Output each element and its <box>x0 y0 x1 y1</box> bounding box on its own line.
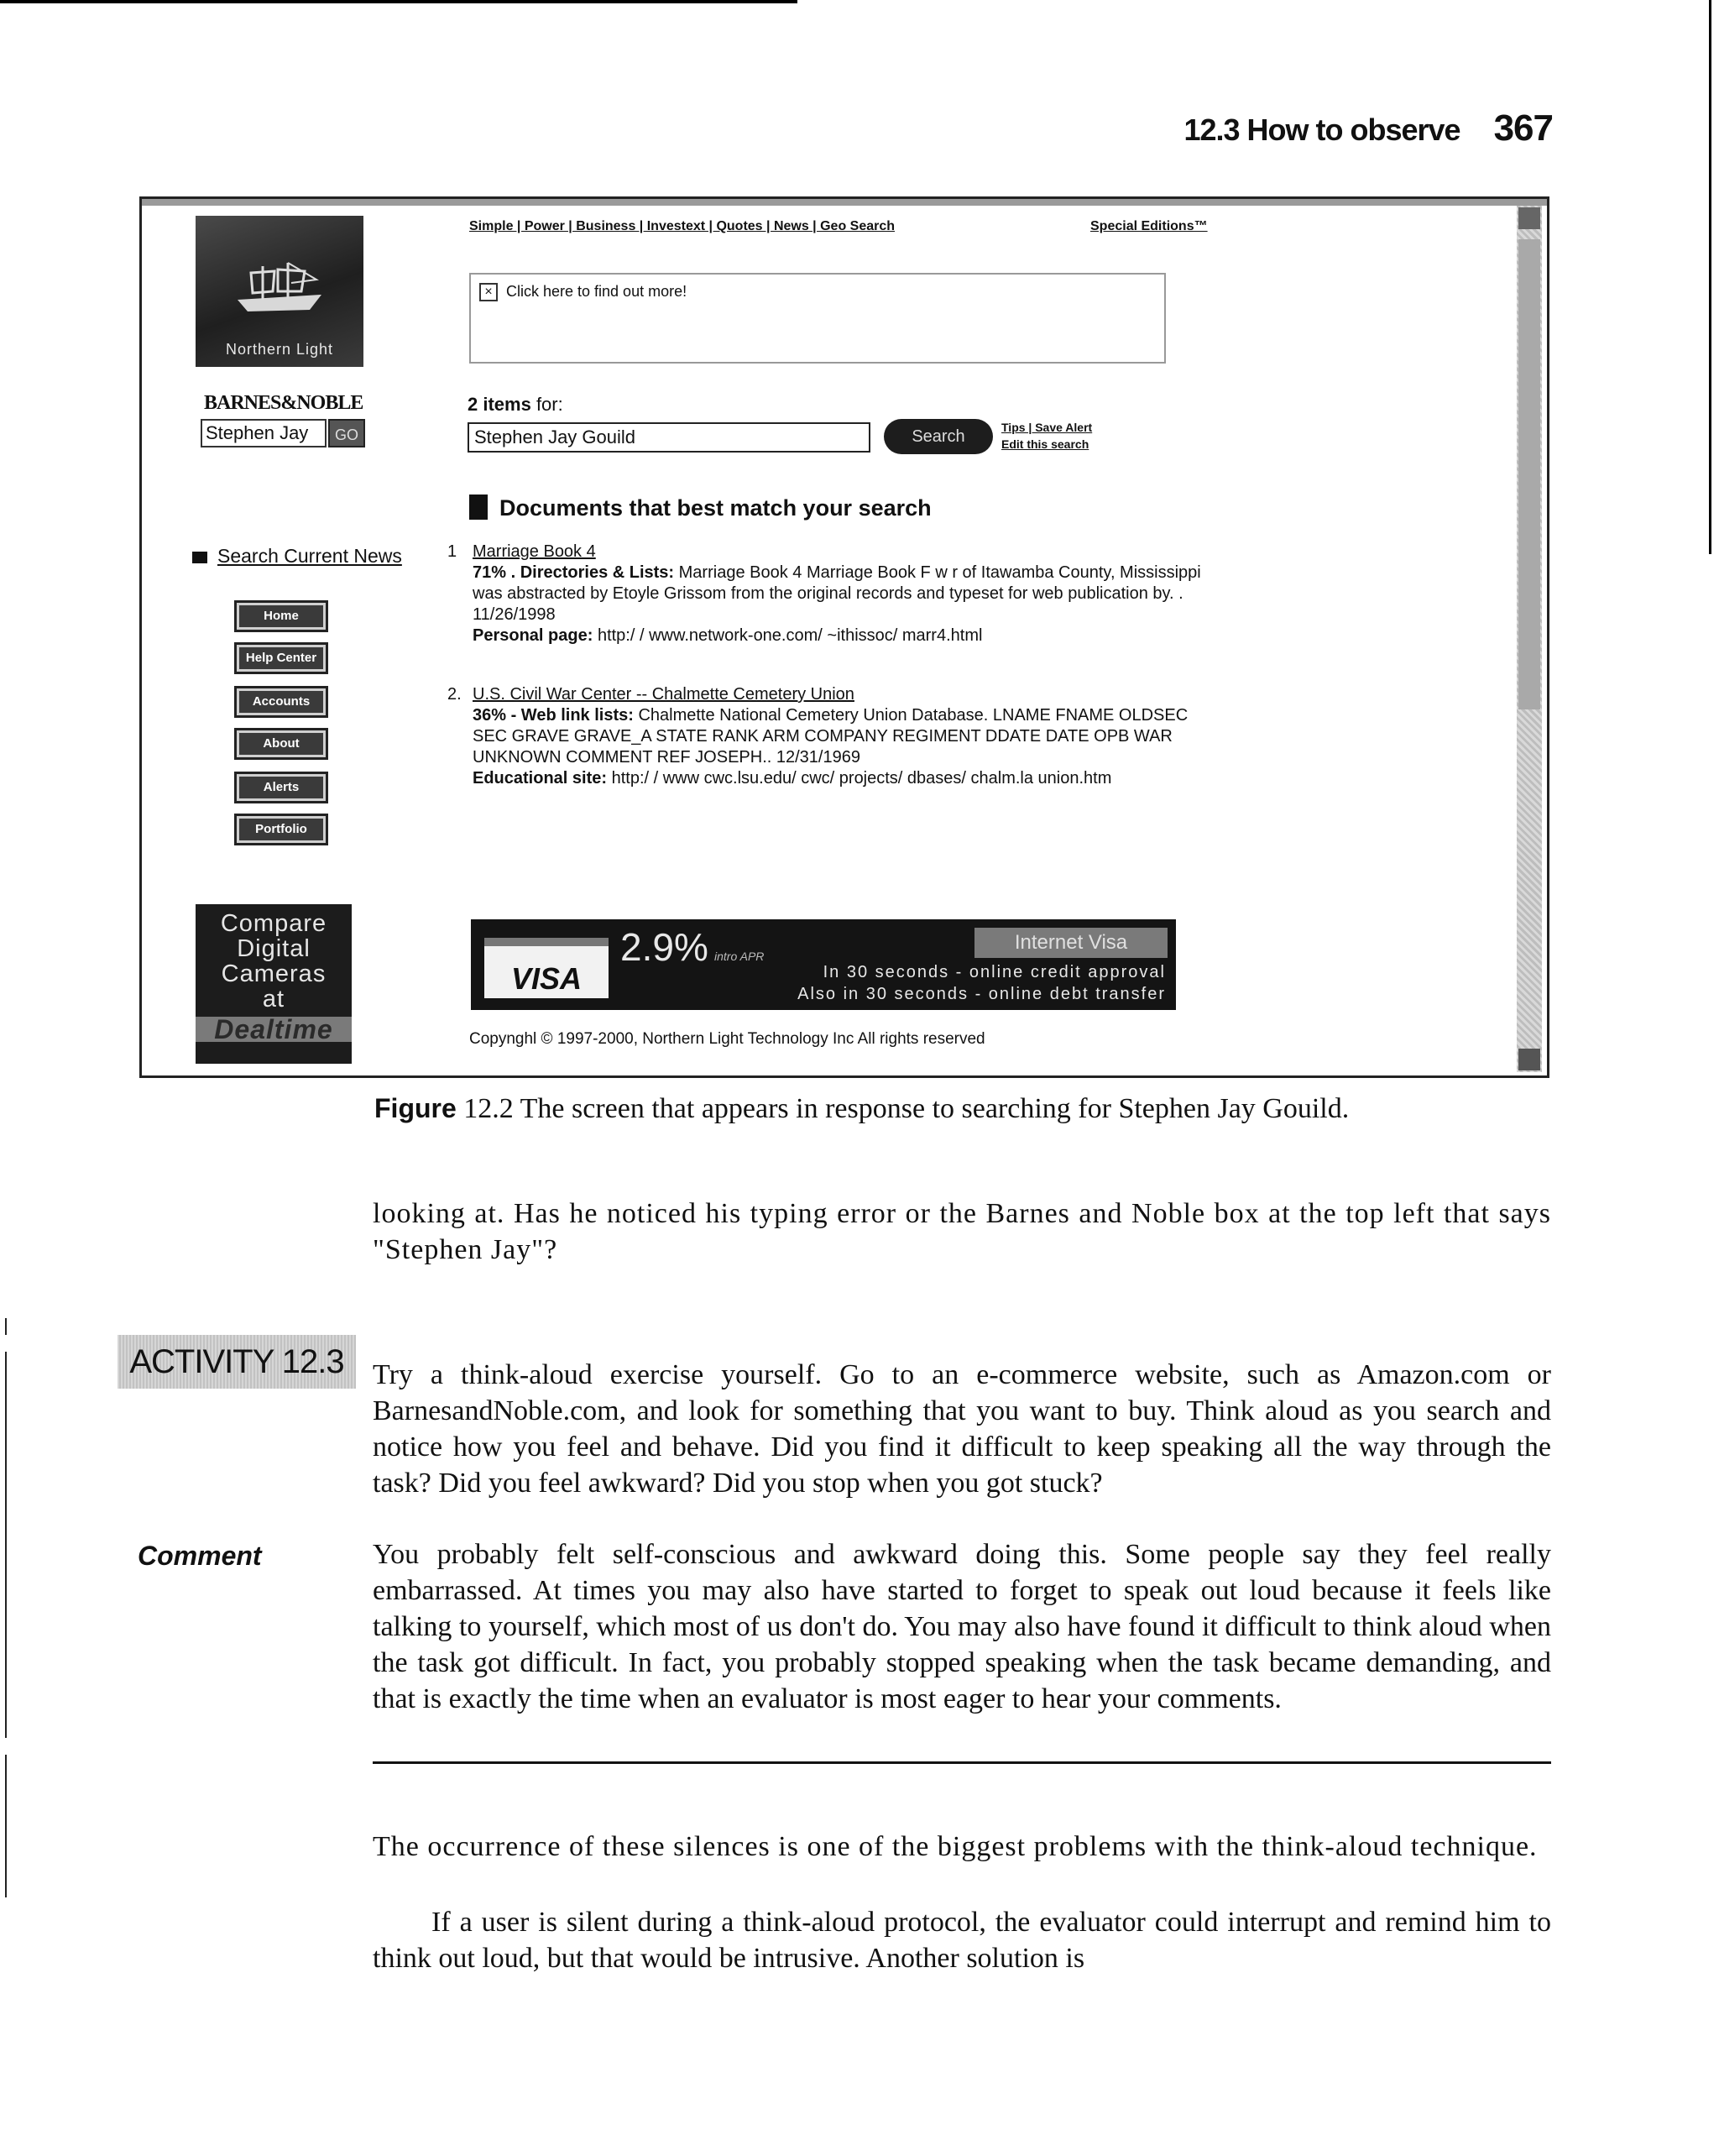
result-score-category: 71% . Directories & Lists: <box>473 563 675 582</box>
results-heading <box>469 495 932 521</box>
result-number: 1 <box>447 542 457 561</box>
visa-rate: 2.9% <box>620 925 708 969</box>
ad-line: Compare <box>220 910 327 937</box>
page-number: 367 <box>1493 107 1553 149</box>
activity-badge: ACTIVITY 12.3 <box>118 1335 356 1389</box>
result-url-line <box>473 625 1203 646</box>
search-button[interactable]: Search <box>884 419 993 454</box>
figure-screenshot <box>139 196 1549 1078</box>
special-editions-link[interactable]: Special Editions™ <box>1090 219 1208 233</box>
result-url[interactable]: http:/ / www.network-one.com/ ~ithissoc/ marr4.html <box>593 626 983 645</box>
bn-search-input[interactable]: Stephen Jay <box>201 419 327 447</box>
ad-line: at <box>262 986 285 1013</box>
banner-ad-box[interactable] <box>469 273 1166 364</box>
document-icon <box>469 495 488 520</box>
figure-label: Figure <box>374 1093 457 1123</box>
result-description <box>473 705 1203 768</box>
result-number: 2. <box>447 685 462 704</box>
news-icon <box>192 552 207 563</box>
margin-mark <box>5 1318 7 1335</box>
visa-pill-button[interactable]: Internet Visa <box>974 928 1168 958</box>
nav-button-alerts[interactable]: Alerts <box>234 772 328 803</box>
running-head-section: 12.3 How to observe <box>1183 113 1460 147</box>
northern-light-logo[interactable] <box>196 216 363 367</box>
barnes-noble-logo[interactable]: BARNES&NOBLE <box>204 392 363 414</box>
nav-button-accounts[interactable]: Accounts <box>234 686 328 718</box>
tips-links[interactable] <box>1001 419 1092 453</box>
results-heading-text: Documents that best match your search <box>499 495 932 521</box>
vertical-scrollbar[interactable] <box>1517 206 1542 1072</box>
ship-icon <box>229 258 330 325</box>
search-result <box>447 542 1203 646</box>
result-description <box>473 563 1203 625</box>
visa-ad-banner[interactable] <box>471 919 1176 1010</box>
top-nav-links[interactable]: Simple | Power | Business | Investext | Quotes | News | Geo Search <box>469 219 896 233</box>
section-divider <box>373 1761 1551 1764</box>
nav-button-help-center[interactable]: Help Center <box>234 642 328 674</box>
result-snippet: Chalmette National Cemetery Union Database. LNAME FNAME OLDSEC SEC GRAVE GRAVE_A STATE RANK ARM COMPANY REGIMENT DDATE DATE OPB WAR UNKNOWN COMMENT REF JOSEPH.. 12/31/1969 <box>473 706 1189 767</box>
right-edge-rule <box>1709 0 1711 554</box>
result-site-type: Personal page: <box>473 626 593 645</box>
items-count <box>468 394 563 416</box>
visa-logo: VISA <box>484 938 609 998</box>
edit-search-link[interactable]: Edit this search <box>1001 437 1089 451</box>
figure-caption <box>374 1093 1349 1125</box>
search-input[interactable]: Stephen Jay Gouild <box>468 422 870 453</box>
result-title-link[interactable]: Marriage Book 4 <box>473 542 596 561</box>
dealtime-logo: Dealtime <box>196 1017 352 1042</box>
nav-button-about[interactable]: About <box>234 728 328 760</box>
result-snippet: Marriage Book 4 Marriage Book F w r of Itawamba County, Mississippi was abstracted by Etoyle Grissom from the original records and typeset for web publication by. . 11/26/1998 <box>473 563 1201 624</box>
top-rule <box>0 0 797 3</box>
visa-intro-apr: intro APR <box>714 950 765 963</box>
search-result <box>447 684 1203 789</box>
comment-text: You probably felt self-conscious and awkward doing this. Some people say they feel really embarrassed. At times you may also have started to forget to speak out loud because it feels like talking to yourself, which most of us don't do. You may also have found it difficult to think aloud when the task got difficult. In fact, you probably stopped speaking when the task became demanding, and that is exactly the time when an evaluator is most eager to hear your comments. <box>373 1539 1551 1714</box>
scroll-down-arrow-icon[interactable] <box>1518 1049 1540 1070</box>
result-url[interactable]: http:/ / www cwc.lsu.edu/ cwc/ projects/ dbases/ chalm.la union.htm <box>607 769 1112 788</box>
copyright-notice: Copynghl © 1997-2000, Northern Light Technology Inc All rights reserved <box>469 1030 985 1048</box>
figure-caption-text: 12.2 The screen that appears in response to searching for Stephen Jay Gouild. <box>456 1093 1350 1124</box>
scroll-up-arrow-icon[interactable] <box>1518 207 1540 229</box>
ad-line: Cameras <box>221 960 327 987</box>
visa-line: In 30 seconds - online credit approval <box>823 963 1166 981</box>
result-score-category: 36% - Web link lists: <box>473 706 634 725</box>
nav-button-home[interactable]: Home <box>234 600 328 632</box>
news-link-label: Search Current News <box>217 545 402 567</box>
window-top-edge <box>142 199 1547 206</box>
scrollbar-thumb[interactable] <box>1518 239 1540 709</box>
items-count-number: 2 items <box>468 394 531 415</box>
broken-image-icon: × <box>479 283 498 301</box>
visa-line: Also in 30 seconds - online debt transfer <box>797 985 1166 1003</box>
body-paragraph: The occurrence of these silences is one of the biggest problems with the think-aloud technique. <box>373 1831 1538 1862</box>
running-head <box>1167 107 1553 149</box>
logo-label: Northern Light <box>225 341 334 358</box>
nav-button-portfolio[interactable]: Portfolio <box>234 814 328 845</box>
comment-label: Comment <box>138 1541 262 1571</box>
result-url-line <box>473 768 1203 789</box>
compare-cameras-ad[interactable] <box>196 904 352 1064</box>
ad-line: Digital <box>237 935 311 962</box>
activity-text: Try a think-aloud exercise yourself. Go to an e-commerce website, such as Amazon.com or BarnesandNoble.com, and look for something that you want to buy. Think aloud as you search and notice how you feel and behave. Did you find it difficult to keep speaking all the way through the task? Did you feel awkward? Did you stop when you got stuck? <box>373 1359 1551 1499</box>
body-paragraph: looking at. Has he noticed his typing error or the Barnes and Noble box at the top left that says "Stephen Jay"? <box>373 1198 1551 1265</box>
result-site-type: Educational site: <box>473 769 608 788</box>
items-for-label: for: <box>530 394 563 415</box>
body-paragraph: If a user is silent during a think-aloud protocol, the evaluator could interrupt and remind him to think out loud, but that would be intrusive. Another solution is <box>373 1907 1551 1974</box>
margin-mark <box>5 1755 7 1897</box>
margin-mark <box>5 1352 7 1738</box>
search-current-news-link[interactable] <box>192 545 402 568</box>
result-title-link[interactable]: U.S. Civil War Center -- Chalmette Cemetery Union <box>473 685 854 704</box>
bn-go-button[interactable]: GO <box>328 419 365 447</box>
tips-save-alert-link[interactable]: Tips | Save Alert <box>1001 421 1093 434</box>
banner-text: Click here to find out more! <box>506 283 687 300</box>
